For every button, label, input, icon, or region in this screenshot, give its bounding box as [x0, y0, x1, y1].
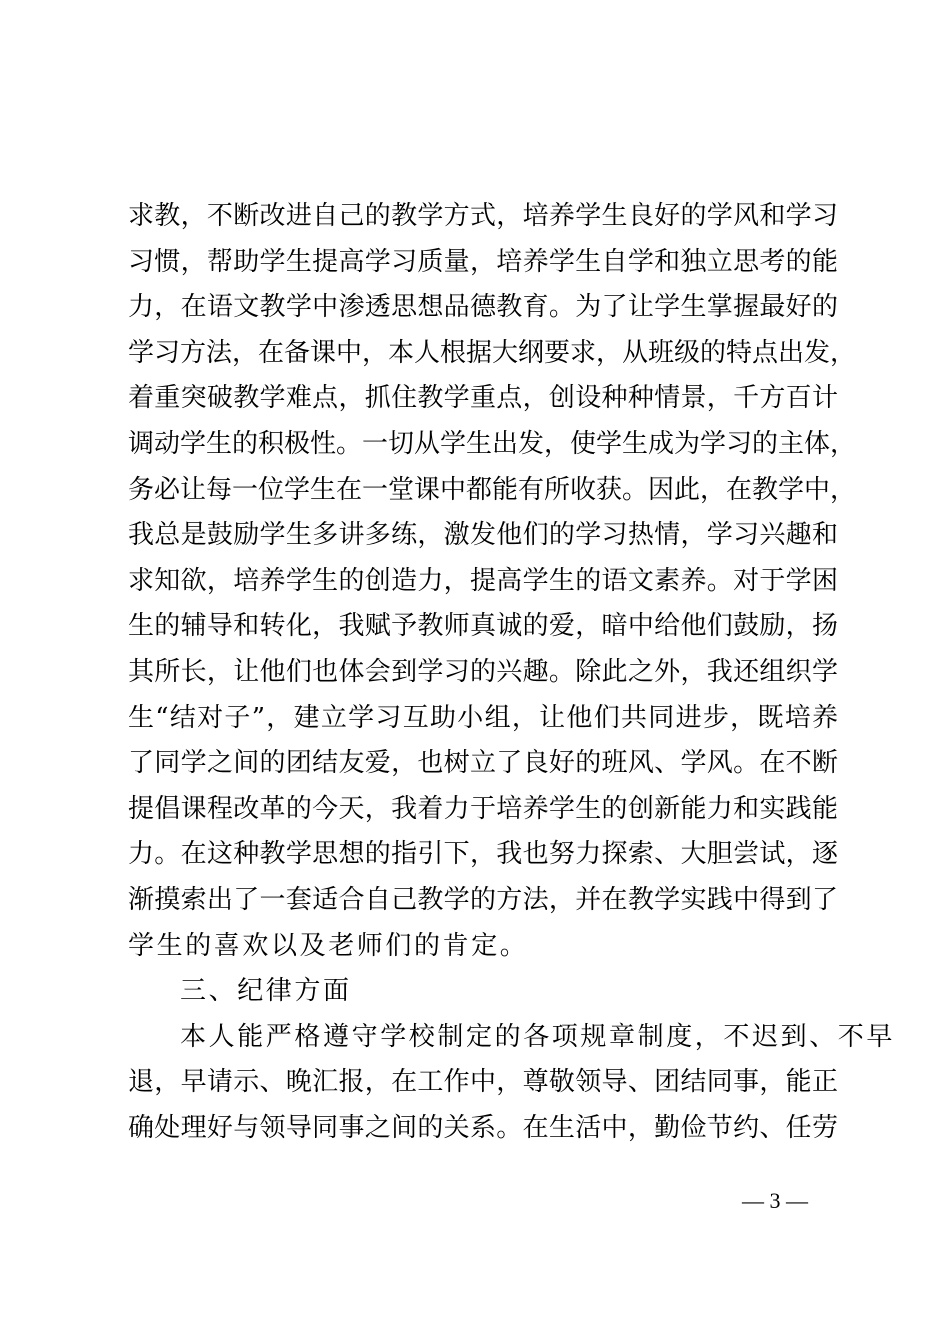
page-number: — 3 — — [742, 1188, 808, 1213]
text-line: 其所长，让他们也体会到学习的兴趣。除此之外，我还组织学 — [128, 656, 838, 687]
text-line: 本人能严格遵守学校制定的各项规章制度，不迟到、不早 — [180, 1021, 896, 1052]
text-line: 求知欲，培养学生的创造力，提高学生的语文素养。对于学困 — [128, 565, 838, 596]
text-line: 着重突破教学难点，抓住教学重点，创设种种情景，千方百计 — [128, 383, 838, 414]
text-line: 提倡课程改革的今天，我着力于培养学生的创新能力和实践能 — [128, 793, 838, 824]
section-heading: 三、纪律方面 — [180, 976, 352, 1007]
text-line: 学生的喜欢以及老师们的肯定。 — [128, 930, 529, 961]
text-line: 学习方法，在备课中，本人根据大纲要求，从班级的特点出发， — [128, 337, 857, 368]
text-line: 我总是鼓励学生多讲多练，激发他们的学习热情，学习兴趣和 — [128, 520, 838, 551]
text-line: 求教，不断改进自己的教学方式，培养学生良好的学风和学习 — [128, 201, 838, 231]
text-line: 了同学之间的团结友爱，也树立了良好的班风、学风。在不断 — [128, 748, 838, 779]
text-line: 习惯，帮助学生提高学习质量，培养学生自学和独立思考的能 — [128, 246, 838, 277]
text-line: 生的辅导和转化，我赋予教师真诚的爱，暗中给他们鼓励，扬 — [128, 611, 838, 642]
text-line: 调动学生的积极性。一切从学生出发，使学生成为学习的主体， — [128, 428, 857, 459]
text-line: 渐摸索出了一套适合自己教学的方法，并在教学实践中得到了 — [128, 884, 838, 915]
text-line: 确处理好与领导同事之间的关系。在生活中，勤俭节约、任劳 — [128, 1112, 838, 1143]
text-line: 退，早请示、晚汇报，在工作中，尊敬领导、团结同事，能正 — [128, 1067, 838, 1098]
text-line: 生“结对子”，建立学习互助小组，让他们共同进步，既培养 — [128, 702, 838, 733]
text-line: 务必让每一位学生在一堂课中都能有所收获。因此，在教学中， — [128, 474, 857, 505]
text-line: 力。在这种教学思想的指引下，我也努力探索、大胆尝试，逐 — [128, 839, 838, 870]
body-text — [128, 194, 896, 1151]
text-line: 力，在语文教学中渗透思想品德教育。为了让学生掌握最好的 — [128, 292, 838, 323]
